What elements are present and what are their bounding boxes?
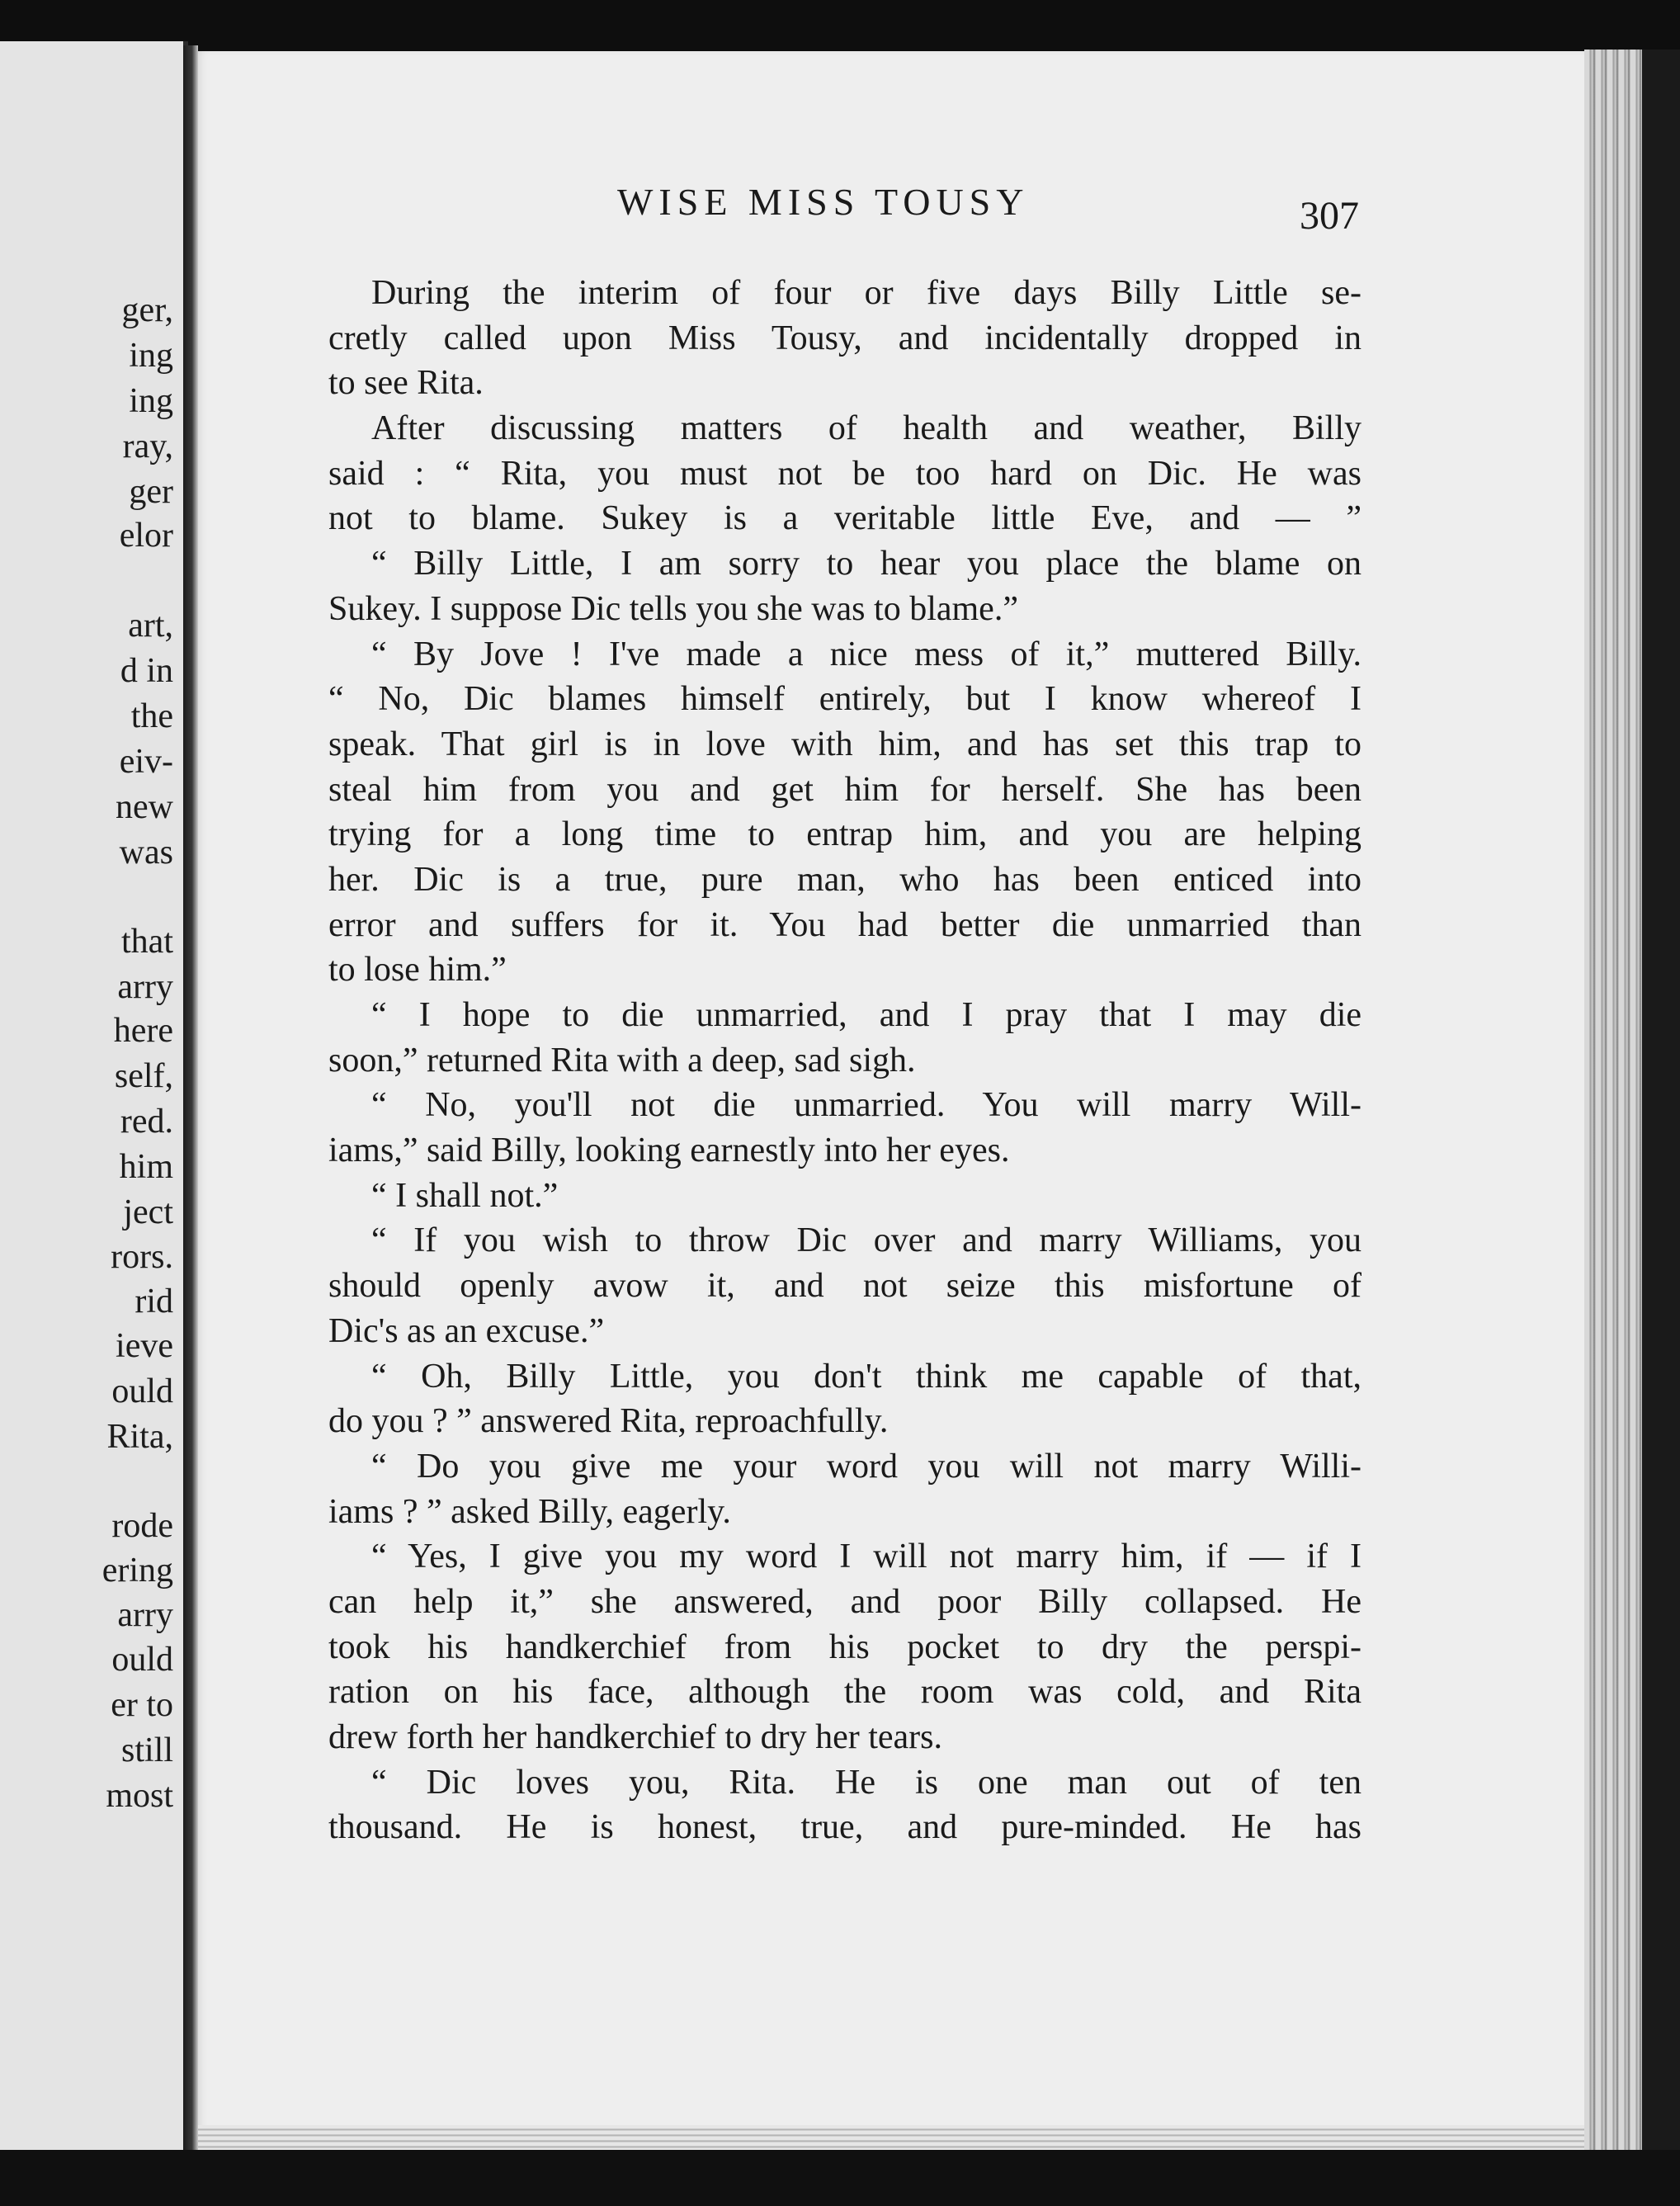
previous-page-text-fragment: red.: [120, 1103, 173, 1141]
previous-page-text-fragment: rors.: [111, 1238, 173, 1276]
text-line: “ Yes, I give you my word I will not marry him, if — if I: [371, 1538, 1361, 1576]
previous-page-text-fragment: ing: [129, 337, 173, 375]
text-line: to see Rita.: [328, 364, 484, 403]
text-line: drew forth her handkerchief to dry her tears.: [328, 1718, 943, 1756]
text-line: “ If you wish to throw Dic over and marry Williams, you: [371, 1221, 1361, 1260]
text-line: “ I hope to die unmarried, and I pray that I may die: [371, 996, 1361, 1034]
book-gutter: [183, 45, 198, 2158]
previous-page-text-fragment: ering: [101, 1552, 173, 1590]
previous-page-text-fragment: most: [106, 1777, 173, 1815]
scan-right-border: [1642, 50, 1680, 2162]
previous-page-text-fragment: arry: [117, 968, 173, 1006]
previous-page-text-fragment: ieve: [116, 1327, 173, 1365]
page-stack-fore-edge: [1584, 50, 1642, 2162]
previous-page-text-fragment: ould: [111, 1372, 173, 1410]
previous-page-text-fragment: elor: [119, 517, 173, 555]
text-line: said : “ Rita, you must not be too hard on Dic. He was: [328, 454, 1361, 493]
previous-page-text-fragment: Rita,: [106, 1418, 173, 1456]
text-line: not to blame. Sukey is a veritable little Eve, and — ”: [328, 499, 1361, 538]
text-line: ration on his face, although the room was cold, and Rita: [328, 1673, 1361, 1712]
previous-page-text-fragment: ger: [129, 473, 173, 511]
scan-bottom-border: [0, 2150, 1680, 2206]
previous-page-text-fragment: rid: [134, 1283, 173, 1320]
previous-page-text-fragment: d in: [120, 652, 173, 690]
running-title: WISE MISS TOUSY: [617, 181, 1030, 223]
text-line: “ By Jove ! I've made a nice mess of it,” muttered Billy.: [371, 635, 1361, 673]
previous-page-text-fragment: the: [130, 697, 173, 735]
text-line: iams ? ” asked Billy, eagerly.: [328, 1492, 731, 1531]
text-line: Sukey. I suppose Dic tells you she was to blame.”: [328, 589, 1018, 628]
text-line: do you ? ” answered Rita, reproachfully.: [328, 1402, 889, 1441]
page-number: 307: [1300, 194, 1359, 238]
text-line: iams,” said Billy, looking earnestly into her eyes.: [328, 1131, 1010, 1170]
previous-page-text-fragment: er to: [111, 1686, 173, 1724]
previous-page-text-fragment: rode: [111, 1507, 173, 1545]
text-line: “ Do you give me your word you will not marry Willi-: [371, 1447, 1361, 1486]
scan-top-border: [0, 0, 1680, 58]
previous-page-text-fragment: arry: [117, 1596, 173, 1634]
text-line: thousand. He is honest, true, and pure-minded. He has: [328, 1808, 1361, 1847]
text-line: soon,” returned Rita with a deep, sad sigh.: [328, 1041, 916, 1079]
text-line: can help it,” she answered, and poor Billy collapsed. He: [328, 1582, 1361, 1621]
previous-page-text-fragment: that: [121, 923, 173, 961]
text-line: speak. That girl is in love with him, and has set this trap to: [328, 725, 1361, 763]
previous-page-edge: [0, 41, 188, 2154]
previous-page-text-fragment: ould: [111, 1641, 173, 1679]
text-line: Dic's as an excuse.”: [328, 1311, 605, 1350]
text-line: her. Dic is a true, pure man, who has been enticed into: [328, 860, 1361, 899]
text-line: trying for a long time to entrap him, and you are helping: [328, 815, 1361, 854]
text-line: to lose him.”: [328, 951, 507, 990]
text-line: took his handkerchief from his pocket to dry the perspi-: [328, 1627, 1361, 1666]
previous-page-text-fragment: new: [116, 788, 173, 826]
previous-page-text-fragment: here: [113, 1012, 173, 1050]
previous-page-text-fragment: ject: [123, 1193, 173, 1231]
text-line: “ No, Dic blames himself entirely, but I know whereof I: [328, 680, 1361, 719]
text-line: After discussing matters of health and weather, Billy: [371, 409, 1361, 448]
text-line: “ Oh, Billy Little, you don't think me capable of that,: [371, 1357, 1361, 1396]
text-line: “ I shall not.”: [371, 1176, 559, 1215]
text-line: cretly called upon Miss Tousy, and incidentally dropped in: [328, 319, 1361, 357]
previous-page-text-fragment: ray,: [122, 428, 173, 465]
text-line: should openly avow it, and not seize this misfortune of: [328, 1267, 1361, 1306]
text-line: During the interim of four or five days Billy Little se-: [371, 274, 1361, 312]
text-line: “ Dic loves you, Rita. He is one man out of ten: [371, 1763, 1361, 1802]
previous-page-text-fragment: self,: [114, 1057, 173, 1095]
text-line: “ Billy Little, I am sorry to hear you place the blame on: [371, 545, 1361, 583]
body-text: [328, 271, 1361, 1850]
text-line: steal him from you and get him for herself. She has been: [328, 770, 1361, 809]
previous-page-text-fragment: ing: [129, 382, 173, 420]
text-line: error and suffers for it. You had better die unmarried than: [328, 905, 1361, 944]
previous-page-text-fragment: eiv-: [119, 743, 173, 781]
previous-page-text-fragment: art,: [128, 607, 173, 645]
previous-page-text-fragment: still: [120, 1731, 173, 1769]
previous-page-text-fragment: ger,: [121, 291, 173, 329]
text-line: “ No, you'll not die unmarried. You will marry Will-: [371, 1086, 1361, 1125]
previous-page-text-fragment: was: [119, 834, 173, 872]
previous-page-text-fragment: him: [119, 1148, 173, 1186]
